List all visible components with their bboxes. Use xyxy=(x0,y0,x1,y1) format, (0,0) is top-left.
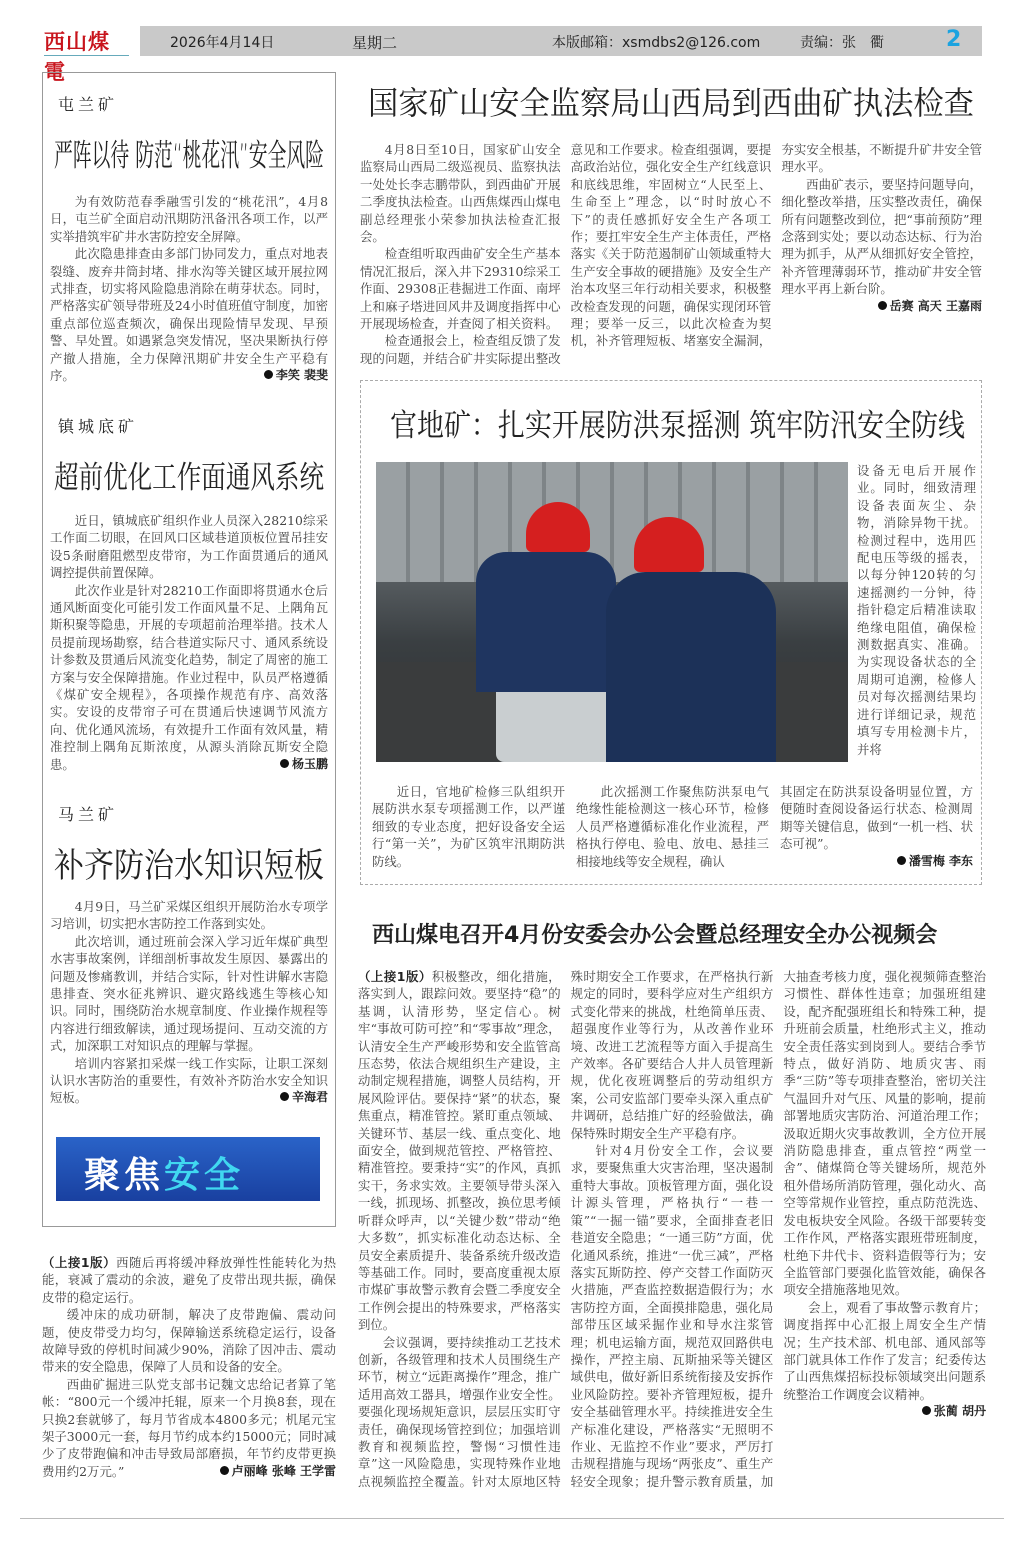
byline: 卢丽峰 张峰 王学雷 xyxy=(220,1463,336,1480)
paragraph: 4月9日，马兰矿采煤区组织开展防治水专项学习培训，切实把水害防控工作落到实处。 xyxy=(50,899,328,932)
article-body xyxy=(50,898,328,1107)
paragraph: 西曲矿掘进三队党支部书记魏文忠给记者算了笔帐：“800元一个缓冲托辊，原来一个月换8套，现在只换2套就够了，每月节省成本4800多元；机尾元宝架子3000元一套，每月节约成本约15000元；同时减少了皮带跑偏和冲击导致局部磨损，年节约皮带更换费用约2万元。” 卢丽峰 张峰 王学雷 xyxy=(42,1376,336,1479)
page-header xyxy=(140,26,982,56)
continued-label: （上接1版） xyxy=(42,1255,117,1270)
article-kicker: 马兰矿 xyxy=(58,805,119,824)
guandi-body-col2: 此次摇测工作聚焦防洪泵电气绝缘性能检测这一核心环节，检修人员严格遵循标准化作业流程，严格执行停电、验电、放电、悬挂三相接地线等安全规程，确认 xyxy=(576,784,769,869)
paragraph: 会议强调，要持续推动工艺技术创新，各级管理和技术人员围绕生产环节，树立“远距离操作”理念，推广适用高效工器具，增强作业安全性。要强化现场规矩意识，层层压实盯守责任，确保现场管控到位；加强培训教育和视频监控，警惕“习惯性违章”这一风险隐患，实现特殊作业地点视频监控全覆盖。针对太原地区特殊时期安全工作要求，在严格执行新规定的同时，要科学应对生产组织方式变化带来的挑战，杜绝简单压责、超强度作业等行为，从改善作业环境、改进工艺流程等方面入手提高生产效率。各矿要结合人井人员管理新规，优化夜班调整后的劳动组织方案，公司安监部门要牵头深入重点矿井调研，总结推广好的经验做法，确保特殊时期安全生产平稳有序。 xyxy=(358,969,774,1489)
paragraph: 此次作业是针对28210工作面即将贯通水仓后通风断面变化可能引发工作面风量不足、上隅角瓦斯积聚等隐患，开展的专项超前治理举措。技术人员提前现场勘察，结合巷道实际尺寸、通风系统设计参数及贯通后风流变化趋势，制定了周密的施工方案与安全保障措施。作业过程中，队员严格遵循《煤矿安全规程》，各项操作规范有序、高效落实。安设的皮带帘子可在贯通后快速调节风流方向、优化通风流场，有效提升工作面有效风量，精准控制上隅角瓦斯浓度，从源头消除瓦斯安全隐患。 杨玉鹏 xyxy=(50,582,328,772)
paragraph: 培训内容紧扣采煤一线工作实际，让职工深刻认识水害防治的重要性，有效补齐防治水安全知识短板。 辛海君 xyxy=(50,1055,328,1106)
meeting-article-body: （上接1版）积极整改，细化措施，落实到人，跟踪问效。要坚持“稳”的基调，认清形势，坚定信心。树牢“事故可防可控”和“零事故”理念，认清安全生产严峻形势和安全监管高压态势，依法合规组织生产建设，主动制定规程措施，调整人员结构，开展风险评估。要保持“紧”的状态，聚焦重点，精准管控。紧盯重点领域、关键环节、基层一线、重点变化、地面安全，做到规范管控、严格管控、精准管控。要秉持“实”的作风，真抓实干，务求实效。主要领导带头深入一线，抓现场、抓整改，换位思考倾听群众呼声，以“关键少数”带动“绝大多数”，抓实标准化动态达标、全员安全素质提升、装备系统升级改造等基础工作。同时，要高度重视太原市煤矿事故警示教育会暨二季度安全工作例会提出的特殊要求，严格落实到位。 会议强调，要持续推动工艺技术创新，各级管理和技术人员围绕生产环节，树立“远距离操作”理念，推广适用高效工器具，增强作业安全性。要强化现场规矩意识，层层压实盯守责任，确保现场管控到位；加强培训教育和视频监控，警惕“习惯性违章”这一风险隐患，实现特殊作业地点视频监控全覆盖。针对太原地区特殊时期安全工作要求，在严格执行新规定的同时，要科学应对生产组织方式变化带来的挑战，杜绝简单压责、超强度作业等行为，从改善作业环境、改进工艺流程等方面入手提高生产效率。各矿要结合人井人员管理新规，优化夜班调整后的劳动组织方案，公司安监部门要牵头深入重点矿井调研，总结推广好的经验做法，确保特殊时期安全生产平稳有序。 针对4月份安全工作，会议要求，要聚焦重大灾害治理，坚决遏制重特大事故。顶板管理方面，强化设计源头管理，严格执行“一巷一策”“一掘一锚”要求，全面排查老旧巷道安全隐患；“一通三防”方面，优化通风系统，推进“一优三减”，严格落实瓦斯防控、停产交替工作面防灭火措施，严查监控数据造假行为；水害防控方面，全面摸排隐患，强化局部带压区域采掘作业和导水注浆管理；机电运输方面，规范双回路供电操作，严控主扇、瓦斯抽采等关键区域供电，做好新旧系统衔接及安拆作业风险防控。要补齐管理短板，提升安全基础管理水平。持续推进安全生产标准化建设，严格落实“无照明不作业、无监控不作业”要求，严厉打击规程措施与现场“两张皮”、重生产轻安全现象；提升警示教育质量，加大抽查考核力度，强化视频筛查整治习惯性、群体性违章；加强班组建设，配齐配强班组长和特殊工种，提升班前会质量，杜绝形式主义，推动安全责任落实到岗到人。要结合季节特点，做好消防、地质灾害、雨季“三防”等专项排查整治，密切关注气温回升对气压、风量的影响，提前部署地质灾害防治、河道治理工作；汲取近期火灾事故教训，全方位开展消防隐患排查，重点管控“两堂一舍”、储煤筒仓等关键场所，规范外租外借场所消防管理，强化动火、高空等常规作业管控，重点防范洗选、发电板块安全风险。各级干部要转变工作作风，严格落实跟班带班制度，杜绝下井代卡、资料造假等行为；安全监管部门要强化监管效能，确保各项安全措施落地见效。 会上，观看了事故警示教育片；调度指挥中心汇报上周安全生产情况；生产技术部、机电部、通风部等部门就具体工作作了发言；纪委传达了山西焦煤招标投标领域突出问题系统整治工作调度会议精神。 张蔺 胡丹 xyxy=(358,968,986,1498)
weekday: 星期二 xyxy=(352,34,398,52)
article-title: 补齐防治水知识短板 xyxy=(54,846,324,886)
article-body xyxy=(50,512,328,773)
paragraph: 近日，镇城底矿组织作业人员深入28210综采工作面二切眼，在回风口区域巷道顶板位置吊挂安设5条耐磨阻燃型皮带帘，为工作面贯通后的通风调控提供前置保障。 xyxy=(50,513,328,581)
byline: 辛海君 xyxy=(280,1089,328,1106)
page-email: 本版邮箱：xsmdbs2@126.com xyxy=(552,35,761,51)
paragraph: 4月8日至10日，国家矿山安全监察局山西局二级巡视员、监察执法一处处长李志鹏带队，到西曲矿开展二季度执法检查。山西焦煤西山煤电副总经理张小荣参加执法检查汇报会。 xyxy=(360,142,561,245)
editor: 责编：张 衢 xyxy=(800,35,884,51)
focus-safety-banner: 聚焦安全 xyxy=(56,1137,320,1201)
byline: 张蔺 胡丹 xyxy=(783,1403,986,1420)
continued-label: （上接1版） xyxy=(358,969,432,984)
article-title: 超前优化工作面通风系统 xyxy=(54,460,324,496)
page-number: 2 xyxy=(946,27,962,52)
article-body xyxy=(50,193,328,384)
paragraph: 此次培训，通过班前会深入学习近年煤矿典型水害事故案例，详细剖析事故发生原因、暴露出的问题及惨痛教训，并结合实际，针对性讲解水害隐患排查、突水征兆辨识、避灾路线逃生等核心知识。同时，围绕防治水规章制度、作业操作规程等内容进行细致解读，通过现场提问、互动交流的方式，加深职工对知识点的理解与掌握。 xyxy=(50,933,328,1054)
byline: 杨玉鹏 xyxy=(280,756,328,773)
article-kicker: 镇城底矿 xyxy=(58,417,139,436)
paragraph: 缓冲床的成功研制，解决了皮带跑偏、震动问题，使皮带受力均匀，保障输送系统稳定运行，设备故障导致的停机时间减少90%，消除了因冲击、震动带来的安全隐患，保障了人员和设备的安全。 xyxy=(42,1307,336,1375)
meeting-headline: 西山煤电召开4月份安委会办公会暨总经理安全办公视频会 xyxy=(372,923,938,948)
paragraph: 为有效防范春季融雪引发的“桃花汛”，4月8日，屯兰矿全面启动汛期防汛备汛各项工作，以严实举措筑牢矿井水害防控安全屏障。 xyxy=(50,194,328,244)
issue-date: 2026年4月14日 xyxy=(170,35,275,51)
paragraph: 西曲矿表示，要坚持问题导向，细化整改举措，压实整改责任，确保所有问题整改到位，把“事前预防”理念落到实处；要以动态达标、行为治理为抓手，从严从细抓好安全管控，补齐管理薄弱环节，推动矿井安全管理水平再上新台阶。 xyxy=(781,176,982,297)
byline: 李笑 裴斐 xyxy=(264,367,328,384)
article-title: 严阵以待 防范“桃花汛”安全风险 xyxy=(54,138,324,174)
paragraph: 会上，观看了事故警示教育片；调度指挥中心汇报上周安全生产情况；生产技术部、机电部、通风部等部门就具体工作作了发言；纪委传达了山西焦煤招标投标领域突出问题系统整治工作调度会议精神。 xyxy=(783,1299,986,1402)
byline: 潘雪梅 李东 xyxy=(780,853,973,870)
guandi-headline: 官地矿：扎实开展防洪泵摇测 筑牢防汛安全防线 xyxy=(390,408,965,444)
paragraph: 此次隐患排查由多部门协同发力，重点对地表裂缝、废弃井筒封堵、排水沟等关键区域开展拉网式排查，切实将风险隐患消除在萌芽状态。同时，严格落实矿领导带班及24小时值班值守制度，加密重点部位巡查频次，确保出现险情早发现、早预警、早处置。如遇紧急突发情况，坚决果断执行停产撤人措施，全力保障汛期矿井安全生产平稳有序。 李笑 裴斐 xyxy=(50,246,328,384)
workers-testing-pump-photo xyxy=(376,462,848,762)
guandi-body-col3: 其固定在防洪泵设备明显位置，方便随时查阅设备运行状态、检测周期等关键信息，做到“一机一档、状态可视”。 潘雪梅 李东 xyxy=(780,783,973,870)
paragraph: 检查通报会上，检查组反馈了发现的问题，并结合矿井实际提出整改意见和工作要求。检查组强调，要提高政治站位，强化安全生产红线意识和底线思维，牢固树立“人民至上、生命至上”理念，以“时时放心不下”的责任感抓好安全生产各项工作；要扛牢安全生产主体责任，严格落实《关于防范遏制矿山领域重特大生产安全事故的硬措施》及安全生产治本攻坚三年行动相关要求，积极整改检查发现的问题，确保实现闭环管理；要举一反三，以此次检查为契机，补齐管理短板、堵塞安全漏洞，夯实安全根基，不断提升矿井安全管理水平。 xyxy=(360,142,982,366)
main-headline: 国家矿山安全监察局山西局到西曲矿执法检查 xyxy=(368,84,974,122)
guandi-body-side: 设备无电后开展作业。同时，细致清理设备表面灰尘、杂物，消除异物干扰。检测过程中，选用匹配电压等级的摇表，以每分钟120转的匀速摇测约一分钟，待指针稳定后精准读取绝缘电阻值，确保检测数据真实、准确。为实现设备状态的全周期可追溯，检修人员对每次摇测结果均进行详细记录，规范填写专用检测卡片，并将 xyxy=(857,463,976,757)
paragraph: 检查组听取西曲矿安全生产基本情况汇报后，深入井下29310综采工作面、29308正巷掘进工作面、南坪上和麻子塔进回风井及调度指挥中心开展现场检查，并查阅了相关资料。 xyxy=(360,246,561,332)
article-body: （上接1版）西随后再将缓冲释放弹性性能转化为热能，衰减了震动的余波，避免了皮带出现共振，确保皮带的稳定运行。 缓冲床的成功研制，解决了皮带跑偏、震动问题，使皮带受力均匀，保障输送系统稳定运行，设备故障导致的停机时间减少90%，消除了因冲击、震动带来的安全隐患，保障了人员和设备的安全。 西曲矿掘进三队党支部书记魏文忠给记者算了笔帐：“800元一个缓冲托辊，原来一个月换8套，现在只换2套就够了，每月节省成本4800多元；机尾元宝架子3000元一套，每月节约成本约15000元；同时减少了皮带跑偏和冲击导致局部磨损，年节约皮带更换费用约2万元。” 卢丽峰 张峰 王学雷 xyxy=(42,1255,336,1479)
bottom-rule xyxy=(20,1518,1004,1519)
paragraph: 针对4月份安全工作，会议要求，要聚焦重大灾害治理，坚决遏制重特大事故。顶板管理方面，强化设计源头管理，严格执行“一巷一策”“一掘一锚”要求，全面排查老旧巷道安全隐患；“一通三防”方面，优化通风系统，推进“一优三减”，严格落实瓦斯防控、停产交替工作面防灭火措施，严查监控数据造假行为；水害防控方面，全面摸排隐患，强化局部带压区域采掘作业和导水注浆管理；机电运输方面，规范双回路供电操作，严控主扇、瓦斯抽采等关键区域供电，做好新旧系统衔接及安拆作业风险防控。要补齐管理短板，提升安全基础管理水平。持续推进安全生产标准化建设，严格落实“无照明不作业、无监控不作业”要求，严厉打击规程措施与现场“两张皮”、重生产轻安全现象；提升警示教育质量，加大抽查考核力度，强化视频筛查整治习惯性、群体性违章；加强班组建设，配齐配强班组长和特殊工种，提升班前会质量，杜绝形式主义，推动安全责任落实到岗到人。要结合季节特点，做好消防、地质灾害、雨季“三防”等专项排查整治，密切关注气温回升对气压、风量的影响，提前部署地质灾害防治、河道治理工作；汲取近期火灾事故教训，全方位开展消防隐患排查，重点管控“两堂一舍”、储煤筒仓等关键场所，规范外租外借场所消防管理，强化动火、高空等常规作业管控，重点防范洗选、发电板块安全风险。各级干部要转变工作作风，严格落实跟班带班制度，杜绝下井代卡、资料造假等行为；安全监管部门要强化监管效能，确保各项安全措施落地见效。 xyxy=(570,969,986,1489)
newspaper-logo: 西山煤電 xyxy=(44,26,129,56)
article-kicker: 屯兰矿 xyxy=(58,95,119,114)
byline: 岳赛 高天 王嘉雨 xyxy=(781,298,982,315)
main-article-body xyxy=(360,141,982,369)
guandi-body-col1: 近日，官地矿检修三队组织开展防洪水泵专项摇测工作，以严谨细致的专业态度，把好设备安全运行“第一关”，为矿区筑牢汛期防洪防线。 xyxy=(372,784,565,869)
